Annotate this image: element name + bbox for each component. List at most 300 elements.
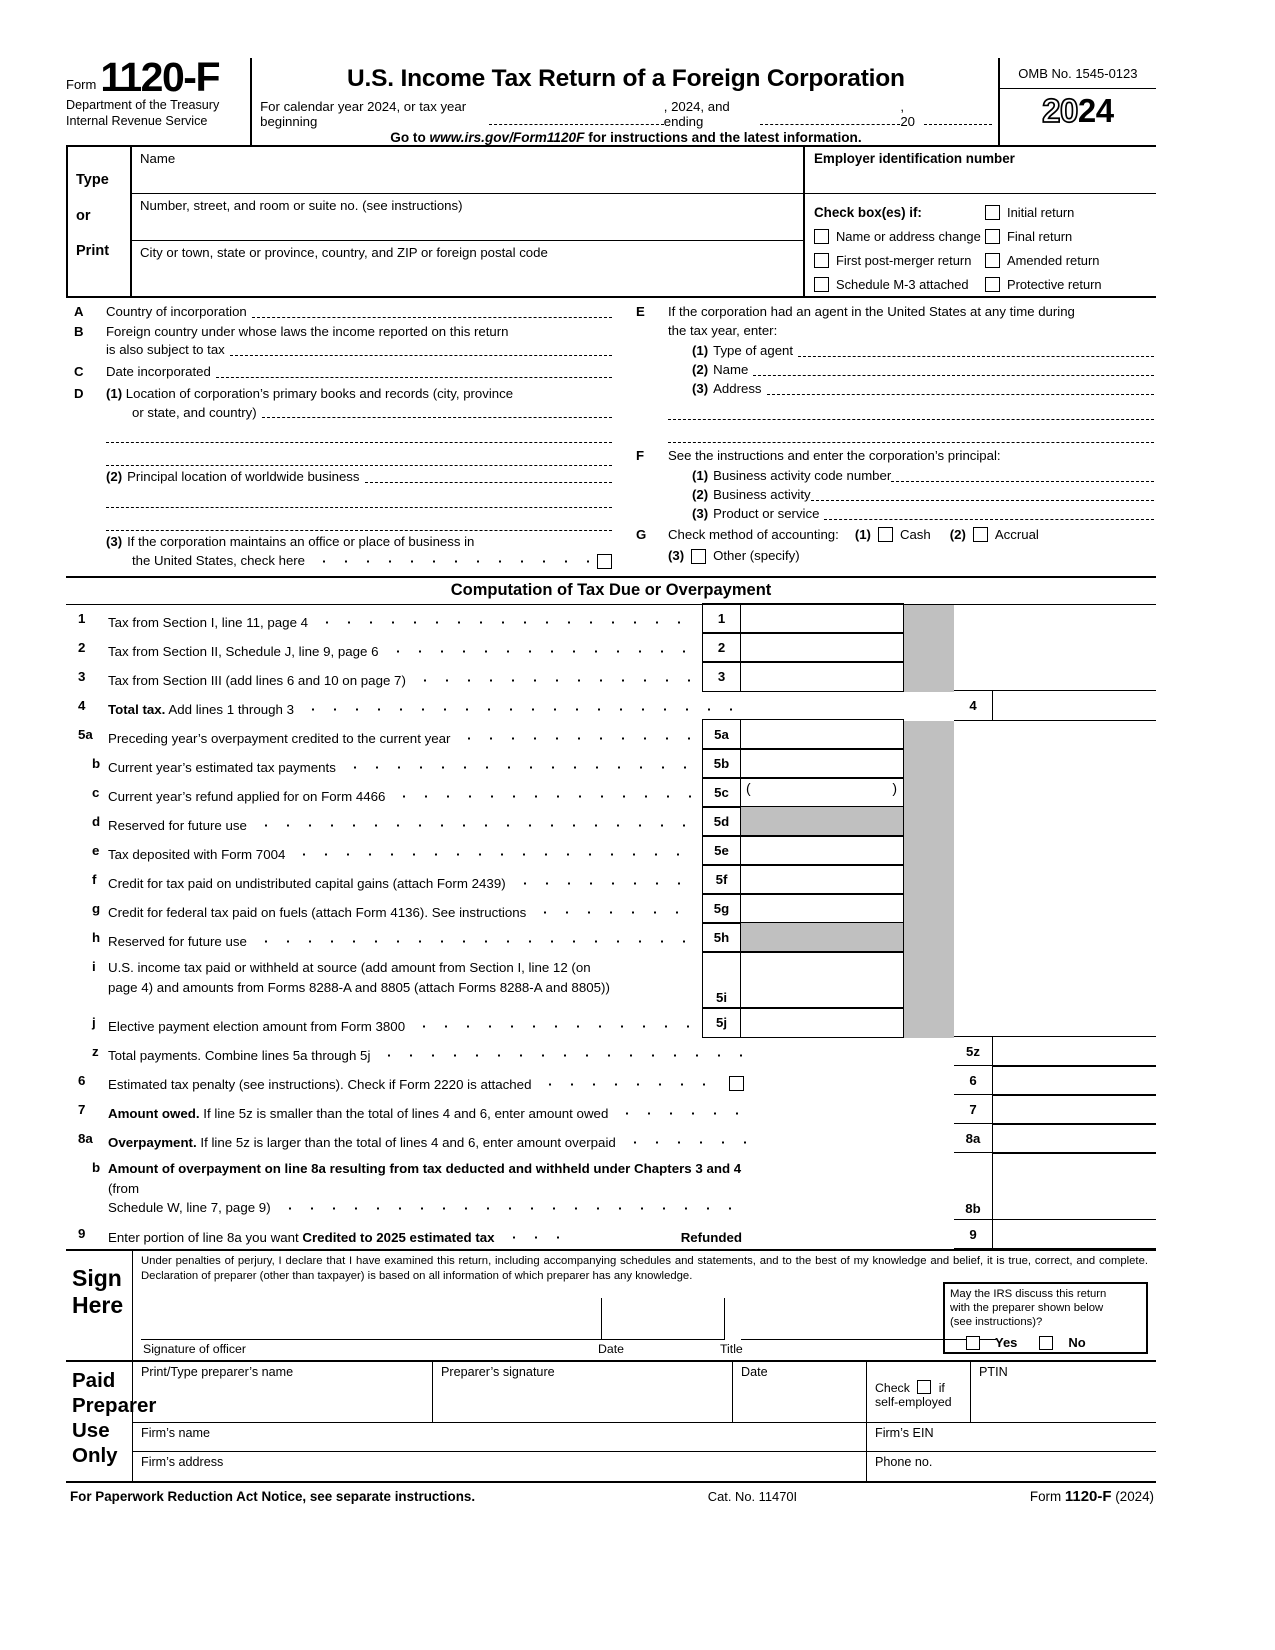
line-box-label: 5d	[702, 806, 740, 837]
item-d3-leader-dots	[313, 556, 591, 567]
caption-title: Title	[720, 1342, 743, 1357]
line-amount-input[interactable]	[740, 603, 904, 634]
line-label: Tax from Section I, line 11, page 4	[108, 614, 309, 630]
line-box-label: 3	[702, 661, 740, 692]
line-number: 2	[78, 639, 86, 655]
preparer-label-line1: Paid	[72, 1369, 116, 1393]
year-solid-part: 24	[1077, 92, 1114, 129]
questions-right-column	[622, 303, 1156, 576]
leader-dots	[378, 1050, 746, 1061]
line-label: Elective payment election amount from Form 3800	[108, 1018, 406, 1034]
caption-date: Date	[598, 1342, 624, 1357]
check-boxes-label: Check box(es) if:	[814, 204, 922, 220]
street-field-label: Number, street, and room or suite no. (see instructions)	[140, 198, 463, 213]
line-box-label: 5h	[702, 922, 740, 953]
line-box-label: 8a	[954, 1123, 992, 1154]
ein-label: Employer identification number	[814, 151, 1015, 166]
item-c-label: Date incorporated	[106, 364, 211, 380]
item-a-input[interactable]	[252, 305, 612, 318]
checkbox-icon[interactable]	[985, 253, 1000, 268]
line-number: e	[92, 842, 100, 858]
calendar-year-prefix: For calendar year 2024, or tax year beginning	[260, 99, 467, 129]
item-a-letter: A	[74, 304, 84, 319]
table-row	[66, 953, 1156, 1009]
line-amount-input[interactable]	[740, 661, 904, 692]
sign-label-line2: Here	[72, 1291, 124, 1318]
line-number: b	[92, 1159, 101, 1175]
form-number: 1120-F	[100, 54, 219, 100]
line-amount-input[interactable]	[740, 864, 904, 895]
item-d1-input-overflow-1[interactable]	[106, 422, 612, 443]
ein-and-checkboxes	[803, 147, 1156, 296]
item-d1-number: (1)	[106, 385, 123, 401]
table-row	[66, 1096, 1156, 1125]
table-row	[66, 924, 1156, 953]
line-number: 6	[78, 1072, 86, 1088]
table-row	[66, 721, 1156, 750]
table-row	[66, 1220, 1156, 1249]
preparer-date-label: Date	[741, 1365, 768, 1380]
leader-dots	[539, 1079, 723, 1090]
form-identity	[66, 54, 250, 145]
line-number: d	[92, 813, 101, 829]
item-c	[74, 363, 612, 382]
line-amount-input[interactable]	[992, 1152, 1156, 1220]
item-a	[74, 303, 612, 322]
line-label: Tax from Section III (add lines 6 and 10 on page 7)	[108, 672, 406, 688]
item-d3-label-line1: If the corporation maintains an office or place of business in	[127, 534, 475, 550]
leader-dots	[302, 704, 746, 715]
year-hollow-part: 20	[1042, 92, 1078, 129]
item-d1-input[interactable]	[262, 405, 612, 418]
line-amount-input[interactable]	[992, 1123, 1156, 1154]
leader-dots	[393, 791, 696, 802]
leader-dots	[316, 617, 696, 628]
footer-form-number: 1120-F	[1064, 1488, 1112, 1506]
line-label: Tax from Section II, Schedule J, line 9, page 6	[108, 643, 379, 659]
line-number: 1	[78, 610, 86, 626]
line-amount-input[interactable]	[740, 1007, 904, 1038]
goto-suffix: for instructions and the latest information.	[584, 130, 862, 145]
line-number: 4	[78, 697, 86, 713]
item-e1-label: Type of agent	[713, 343, 794, 359]
line-number: 5a	[78, 726, 93, 742]
signature-divider-1	[601, 1298, 602, 1340]
footer-form-year: (2024)	[1111, 1489, 1154, 1505]
paid-preparer-label	[66, 1362, 157, 1481]
phone-label: Phone no.	[875, 1455, 933, 1470]
table-row	[66, 779, 1156, 808]
line-label-line2: Schedule W, line 7, page 9)	[108, 1200, 271, 1216]
line-label-prefix: Enter portion of line 8a you want	[108, 1230, 303, 1246]
table-row	[66, 1125, 1156, 1154]
street-field[interactable]	[132, 194, 803, 241]
computation-table	[66, 605, 1156, 1252]
tax-year-line	[260, 99, 992, 129]
close-paren: )	[892, 780, 897, 797]
preparer-name-label: Print/Type preparer’s name	[141, 1365, 294, 1380]
checkbox-cash[interactable]	[878, 527, 893, 542]
item-d2-number: (2)	[106, 469, 123, 485]
self-employed-label: self-employed	[875, 1395, 952, 1410]
shaded-filler	[904, 779, 954, 808]
line-amount-input[interactable]	[992, 1094, 1156, 1125]
item-c-letter: C	[74, 364, 84, 380]
paid-preparer-block	[66, 1362, 1156, 1483]
shaded-filler	[904, 837, 954, 866]
line-amount-input[interactable]	[740, 893, 904, 924]
line-box-label: 4	[954, 690, 992, 721]
item-e	[636, 303, 1154, 445]
line-label: If line 5z is smaller than the total of lines 4 and 6, enter amount owed	[199, 1105, 609, 1121]
checkbox-irs-discuss-yes[interactable]	[966, 1336, 980, 1350]
table-row	[66, 837, 1156, 866]
line-amount-input[interactable]	[992, 1219, 1156, 1250]
shaded-filler	[904, 808, 954, 837]
shaded-filler	[904, 895, 954, 924]
item-f1-number: (1)	[692, 468, 709, 484]
omb-number: OMB No. 1545-0123	[1000, 58, 1156, 89]
goto-prefix: Go to	[390, 130, 430, 145]
leader-dots	[514, 878, 696, 889]
item-a-label: Country of incorporation	[106, 304, 247, 319]
item-e3-input-overflow-2[interactable]	[668, 422, 1154, 443]
leader-dots	[534, 907, 696, 918]
item-e-letter: E	[636, 304, 645, 319]
shaded-filler	[904, 605, 954, 634]
line-box-label: 7	[954, 1094, 992, 1125]
line-amount-reserved	[740, 922, 904, 953]
line-number: 8a	[78, 1130, 93, 1146]
type-or-print-line-1: Type	[76, 172, 109, 188]
form-header	[66, 54, 1156, 147]
tax-year-badge	[1000, 89, 1156, 127]
item-b-letter: B	[74, 323, 84, 339]
check-boxes-heading-row	[814, 200, 985, 224]
line-number: i	[92, 958, 96, 974]
goto-line	[260, 130, 992, 145]
preparer-name-field[interactable]	[133, 1362, 433, 1423]
checkbox-self-employed[interactable]	[917, 1380, 931, 1394]
item-e1-number: (1)	[692, 343, 709, 359]
leader-dots	[255, 820, 696, 831]
item-e3-input-overflow-1[interactable]	[668, 399, 1154, 420]
line-number: 3	[78, 668, 86, 684]
line-box-label: 5c	[702, 777, 740, 808]
leader-dots	[387, 646, 696, 657]
ein-field[interactable]	[805, 147, 1156, 194]
item-d	[74, 385, 612, 571]
ptin-label: PTIN	[979, 1365, 1008, 1380]
line-box-label: 2	[702, 632, 740, 663]
line-number: c	[92, 784, 100, 800]
check-suffix-label: if	[938, 1381, 945, 1396]
line-box-label: 5e	[702, 835, 740, 866]
item-d2-input-overflow-2[interactable]	[106, 510, 612, 531]
checkbox-label: Schedule M-3 attached	[836, 276, 969, 292]
item-d3-number: (3)	[106, 534, 123, 550]
item-d2-input-overflow-1[interactable]	[106, 487, 612, 508]
line-box-label: 5a	[702, 719, 740, 750]
page-title: U.S. Income Tax Return of a Foreign Corporation	[347, 65, 905, 92]
shaded-filler	[904, 1009, 954, 1038]
firm-name-field[interactable]	[133, 1423, 867, 1452]
irs-question-line2: with the preparer shown below	[950, 1302, 1104, 1315]
item-f2-number: (2)	[692, 487, 709, 503]
item-f2-input[interactable]	[811, 488, 1154, 501]
entity-block	[66, 147, 1156, 298]
ending-year-field[interactable]	[924, 112, 992, 125]
item-d-letter: D	[74, 385, 84, 401]
item-e2-label: Name	[713, 362, 749, 378]
line-box-label: 5b	[702, 748, 740, 779]
item-f3-number: (3)	[692, 505, 709, 521]
checkbox-label: First post-merger return	[836, 252, 972, 268]
item-f1-input[interactable]	[891, 469, 1154, 482]
line-box-label: 6	[954, 1065, 992, 1096]
line-number: f	[92, 871, 97, 887]
table-row	[66, 1154, 1156, 1221]
line-label-line1: U.S. income tax paid or withheld at source (add amount from Section I, line 12 (on	[108, 959, 591, 975]
signature-of-officer-field[interactable]	[141, 1339, 601, 1340]
checkbox-form-2220-attached[interactable]	[729, 1076, 744, 1091]
calendar-year-middle: , 2024, and ending	[663, 99, 730, 129]
firm-phone-field[interactable]	[867, 1452, 1156, 1481]
leader-dots	[255, 936, 696, 947]
line-box-label: 8b	[954, 1152, 992, 1220]
firm-ein-label: Firm’s EIN	[875, 1426, 934, 1441]
sign-label-line1: Sign	[72, 1265, 122, 1292]
department-line-2: Internal Revenue Service	[66, 113, 208, 128]
checkbox-final-return[interactable]	[985, 224, 1156, 248]
leader-dots	[279, 1203, 738, 1214]
leader-dots	[458, 733, 696, 744]
item-d3-label-line2: the United States, check here	[132, 552, 306, 568]
checkbox-schedule-m3-attached[interactable]	[814, 272, 985, 296]
table-row	[66, 1009, 1156, 1038]
preparer-label-line2: Preparer	[72, 1394, 157, 1418]
item-b	[74, 323, 612, 360]
calendar-year-end: , 20	[900, 99, 915, 129]
item-c-input[interactable]	[216, 365, 612, 378]
firm-ein-field[interactable]	[867, 1423, 1156, 1452]
catalog-number: Cat. No. 11470I	[707, 1489, 798, 1505]
checkbox-icon[interactable]	[814, 253, 829, 268]
item-g-letter: G	[636, 526, 647, 542]
item-d1-label-line2: or state, and country)	[132, 404, 257, 420]
item-d2-input[interactable]	[365, 470, 613, 483]
address-fields	[132, 147, 803, 296]
preparer-date-field[interactable]	[733, 1362, 867, 1423]
leader-dots	[413, 1021, 696, 1032]
paperwork-notice: For Paperwork Reduction Act Notice, see separate instructions.	[70, 1489, 476, 1505]
ending-date-field[interactable]	[760, 112, 900, 125]
checkbox-icon[interactable]	[985, 277, 1000, 292]
shaded-filler	[904, 924, 954, 953]
line-label: Total payments. Combine lines 5a through 5j	[108, 1047, 371, 1063]
preparer-self-employed-cell[interactable]	[867, 1362, 971, 1423]
checkbox-accrual[interactable]	[973, 527, 988, 542]
item-e1-input[interactable]	[798, 344, 1154, 357]
checkbox-label: Final return	[1007, 228, 1073, 244]
item-g3-number: (3)	[668, 548, 685, 564]
shaded-filler	[904, 663, 954, 692]
leader-dots	[344, 762, 696, 773]
line-label-bold: Overpayment.	[108, 1134, 197, 1150]
item-e3-input[interactable]	[767, 382, 1154, 395]
line-label-line2: page 4) and amounts from Forms 8288-A and 8805 (attach Forms 8288-A and 8805))	[108, 979, 610, 995]
firm-address-field[interactable]	[133, 1452, 867, 1481]
item-d1-input-overflow-2[interactable]	[106, 445, 612, 466]
check-prefix-label: Check	[875, 1381, 910, 1396]
line-box-label: 5g	[702, 893, 740, 924]
table-row	[66, 692, 1156, 721]
footer-form-id	[1030, 1488, 1154, 1505]
refunded-label: Refunded	[680, 1230, 742, 1246]
line-amount-input[interactable]	[992, 1065, 1156, 1096]
item-g2-label: Accrual	[994, 526, 1039, 542]
questions-left-column	[66, 303, 622, 576]
line-number: h	[92, 929, 101, 945]
open-paren: (	[746, 780, 751, 797]
table-row	[66, 895, 1156, 924]
shaded-filler	[904, 634, 954, 663]
checkbox-amended-return[interactable]	[985, 248, 1156, 272]
table-row	[66, 605, 1156, 634]
line-amount-input[interactable]	[740, 835, 904, 866]
checkbox-icon[interactable]	[814, 229, 829, 244]
type-or-print-label	[66, 147, 132, 296]
line-amount-input[interactable]	[740, 632, 904, 663]
item-g1-label: Cash	[899, 526, 931, 542]
name-field[interactable]	[132, 147, 803, 194]
preparer-signature-label: Preparer’s signature	[441, 1365, 555, 1380]
line-box-label: 5z	[954, 1036, 992, 1067]
line-amount-reserved	[740, 806, 904, 837]
item-e2-input[interactable]	[753, 363, 1154, 376]
checkbox-icon[interactable]	[814, 277, 829, 292]
beginning-date-field[interactable]	[489, 112, 664, 125]
form-footer	[66, 1483, 1156, 1505]
line-label-bold: Amount owed.	[108, 1105, 200, 1121]
line-label: Estimated tax penalty (see instructions). Check if Form 2220 is attached	[108, 1076, 532, 1092]
form-label: Form	[66, 76, 97, 92]
line-amount-input[interactable]	[740, 777, 904, 808]
line-label: Reserved for future use	[108, 933, 247, 949]
table-row	[66, 1038, 1156, 1067]
checkbox-other-method[interactable]	[691, 549, 706, 564]
signature-date-field[interactable]	[602, 1339, 724, 1340]
item-e-label-line2: the tax year, enter:	[668, 322, 778, 338]
item-g1-number: (1)	[854, 526, 871, 542]
checkbox-name-address-change[interactable]	[814, 224, 985, 248]
label-yes: Yes	[995, 1334, 1018, 1350]
shaded-filler	[904, 953, 954, 1009]
type-or-print-line-3: Print	[76, 243, 110, 260]
item-g-label: Check method of accounting:	[668, 526, 839, 542]
line-label: If line 5z is larger than the total of lines 4 and 6, enter amount overpaid	[196, 1134, 616, 1150]
item-g2-number: (2)	[949, 526, 966, 542]
table-row	[66, 634, 1156, 663]
city-field[interactable]	[132, 241, 803, 288]
line-box-label: 5f	[702, 864, 740, 895]
preparer-signature-field[interactable]	[433, 1362, 733, 1423]
checkbox-irs-discuss-no[interactable]	[1039, 1336, 1053, 1350]
line-label: Current year’s refund applied for on Form 4466	[108, 788, 386, 804]
item-f3-label: Product or service	[713, 505, 820, 521]
item-f-letter: F	[636, 447, 645, 463]
checkbox-label: Initial return	[1007, 204, 1075, 220]
leader-dots	[503, 1232, 573, 1243]
line-label: Preceding year’s overpayment credited to the current year	[108, 730, 451, 746]
checkbox-protective-return[interactable]	[985, 272, 1156, 296]
shaded-filler	[904, 866, 954, 895]
line-amount-input[interactable]	[740, 951, 904, 1009]
line-label-bold: Total tax.	[108, 701, 166, 717]
item-b-label-line2: is also subject to tax	[106, 342, 225, 358]
item-f	[636, 447, 1154, 524]
item-f2-label: Business activity	[713, 487, 811, 503]
firm-address-label: Firm’s address	[141, 1455, 224, 1470]
line-amount-input[interactable]	[740, 719, 904, 750]
computation-banner: Computation of Tax Due or Overpayment	[66, 578, 1156, 605]
line-label-line1-tail: (from	[108, 1180, 140, 1196]
item-g3-label: Other (specify)	[713, 548, 800, 564]
line-box-label: 5i	[702, 951, 740, 1009]
table-row	[66, 808, 1156, 837]
item-e3-label: Address	[713, 380, 762, 396]
line-amount-input[interactable]	[740, 748, 904, 779]
city-field-label: City or town, state or province, country, and ZIP or foreign postal code	[140, 245, 548, 260]
leader-dots	[624, 1137, 746, 1148]
leader-dots	[293, 849, 696, 860]
line-label: Tax deposited with Form 7004	[108, 846, 286, 862]
checkbox-icon[interactable]	[985, 205, 1000, 220]
line-amount-input[interactable]	[992, 690, 1156, 721]
line-box-label: 1	[702, 603, 740, 634]
item-e3-number: (3)	[692, 380, 709, 396]
leader-dots	[616, 1108, 746, 1119]
line-number: j	[92, 1014, 96, 1030]
item-b-label-line1: Foreign country under whose laws the income reported on this return	[106, 323, 509, 339]
item-d3-checkbox[interactable]	[597, 554, 612, 569]
irs-url[interactable]: www.irs.gov/Form1120F	[429, 130, 585, 145]
department-line-1: Department of the Treasury	[66, 97, 220, 112]
item-d1-label-line1: Location of corporation’s primary books and records (city, province	[125, 385, 514, 401]
omb-year-block	[998, 58, 1156, 145]
checkbox-icon[interactable]	[985, 229, 1000, 244]
checkbox-label: Protective return	[1007, 276, 1102, 292]
sign-here-label	[66, 1251, 132, 1360]
item-f3-input[interactable]	[824, 507, 1154, 520]
preparer-label-line3: Use Only	[72, 1419, 118, 1468]
irs-discuss-box	[943, 1282, 1148, 1354]
item-g	[636, 526, 1154, 566]
line-label: Credit for federal tax paid on fuels (attach Form 4136). See instructions	[108, 904, 527, 920]
line-label-bold-line1: Amount of overpayment on line 8a resulting from tax deducted and withheld under Chapters 3 and 4	[108, 1160, 742, 1176]
check-boxes-area	[805, 194, 1156, 296]
table-row	[66, 866, 1156, 895]
checkbox-initial-return[interactable]	[985, 200, 1156, 224]
shaded-filler	[904, 750, 954, 779]
preparer-ptin-field[interactable]	[971, 1362, 1156, 1423]
line-amount-input[interactable]	[992, 1036, 1156, 1067]
shaded-filler	[904, 721, 954, 750]
caption-signature-of-officer: Signature of officer	[143, 1342, 246, 1357]
checkbox-first-post-merger-return[interactable]	[814, 248, 985, 272]
item-b-input[interactable]	[230, 343, 612, 356]
questions-block	[66, 298, 1156, 578]
